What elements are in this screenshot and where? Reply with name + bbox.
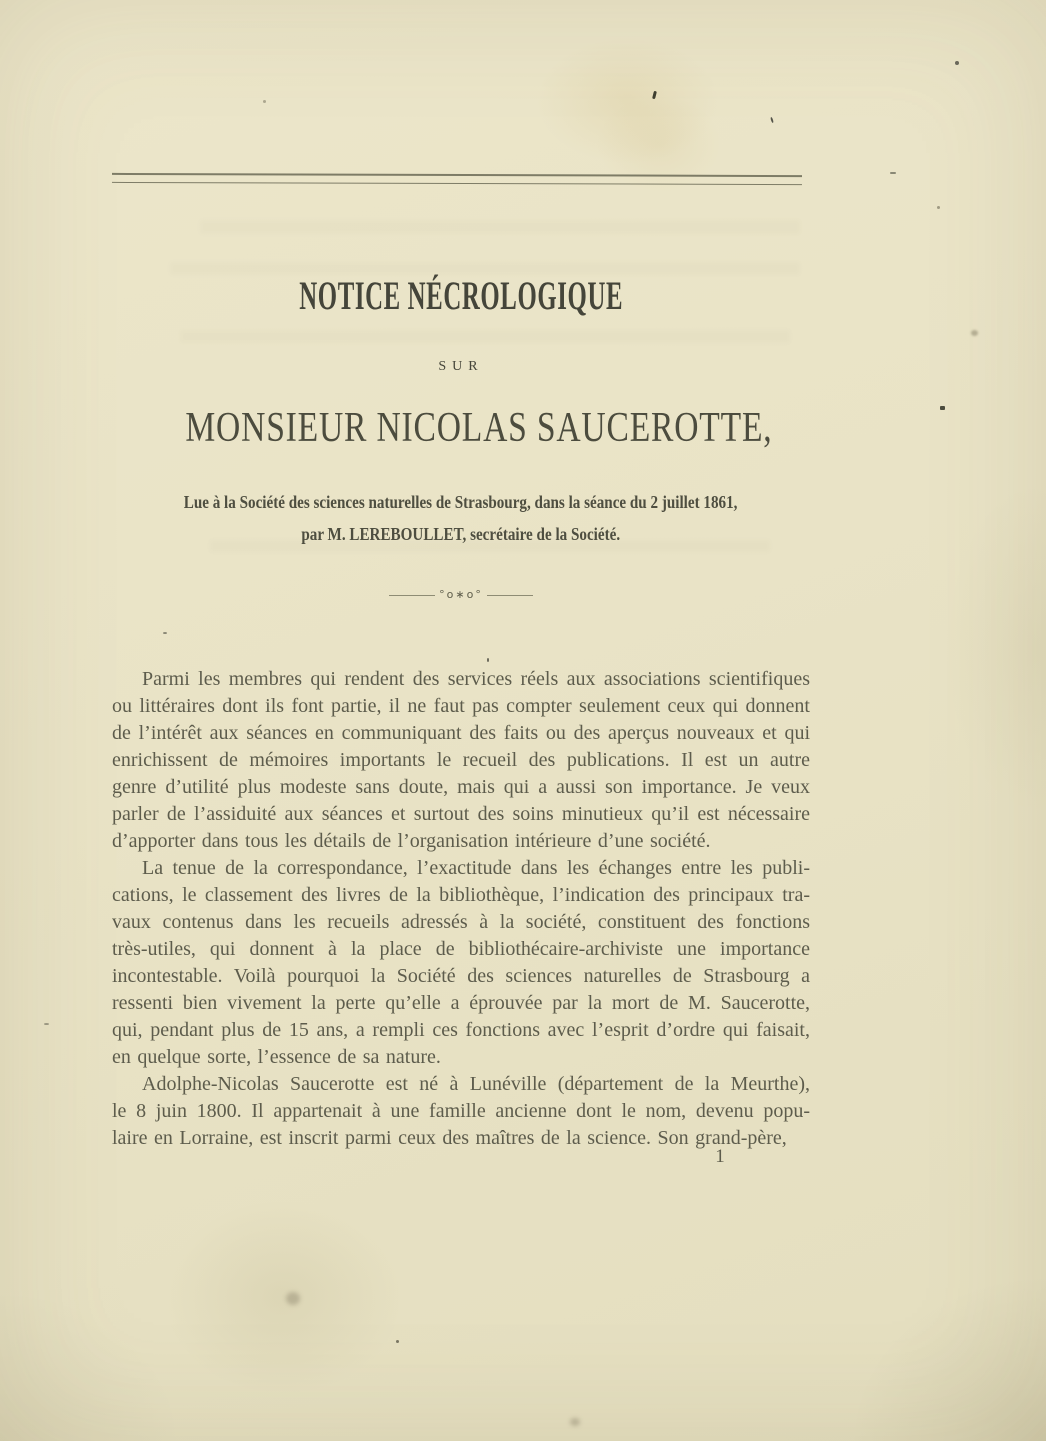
text-line: en quelque sorte, l’essence de sa nature. bbox=[112, 1046, 441, 1068]
showthrough-ghost bbox=[180, 330, 790, 343]
paper-speck bbox=[955, 61, 959, 65]
paper-speck bbox=[286, 1292, 300, 1305]
paper-speck bbox=[487, 658, 489, 662]
ornament-fleuron-icon: °o∗o° bbox=[439, 588, 483, 601]
paper-speck bbox=[937, 206, 940, 209]
text-line: ressenti bien vivement la perte qu’elle a éprouvée par la mort de M. Saucerotte, bbox=[112, 992, 810, 1014]
text-line: ou littéraires dont ils font partie, il ne faut pas compter seulement ceux qui donnent bbox=[112, 695, 810, 717]
paragraph bbox=[112, 855, 810, 1071]
sur-label: SUR bbox=[438, 359, 484, 374]
subtitle-line-2: par M. LEREBOULLET, secrétaire de la Société. bbox=[301, 524, 621, 544]
subtitle-line-1: Lue à la Société des sciences naturelles de Strasbourg, dans la séance du 2 juillet 1861, bbox=[184, 492, 738, 512]
paragraph bbox=[112, 666, 810, 855]
text-line: Adolphe-Nicolas Saucerotte est né à Lunéville (département de la Meurthe), bbox=[142, 1073, 810, 1095]
ornament-line-left bbox=[389, 595, 435, 596]
body-text bbox=[112, 666, 810, 1152]
top-double-rule bbox=[112, 173, 802, 185]
text-line: Parmi les membres qui rendent des services réels aux associations scientifiques bbox=[142, 668, 810, 690]
paper-speck bbox=[940, 406, 945, 410]
paper-speck bbox=[163, 632, 167, 634]
paper-speck bbox=[570, 1418, 580, 1426]
text-line: La tenue de la correspondance, l’exactitude dans les échanges entre les publi- bbox=[142, 857, 810, 879]
subtitle-block bbox=[112, 486, 810, 550]
paragraph bbox=[112, 1071, 810, 1152]
text-line: parler de l’assiduité aux séances et surtout des soins minutieux qu’il est nécessaire bbox=[112, 803, 810, 825]
text-line: le 8 juin 1800. Il appartenait à une famille ancienne dont le nom, devenu popu- bbox=[112, 1100, 810, 1122]
text-line: d’apporter dans tous les détails de l’organisation intérieure d’une société. bbox=[112, 830, 711, 852]
text-line: très-utiles, qui donnent à la place de bibliothécaire-archiviste une importance bbox=[112, 938, 810, 960]
text-line: enrichissent de mémoires importants le recueil des publications. Il est un autre bbox=[112, 749, 810, 771]
text-line: incontestable. Voilà pourquoi la Société des sciences naturelles de Strasbourg a bbox=[112, 965, 810, 987]
paper-speck bbox=[263, 100, 266, 103]
paper-speck bbox=[770, 117, 774, 123]
ornament-divider bbox=[112, 590, 810, 600]
text-line: genre d’utilité plus modeste sans doute, mais qui a aussi son importance. Je veux bbox=[112, 776, 810, 798]
page-title bbox=[112, 272, 810, 319]
text-line: cations, le classement des livres de la bibliothèque, l’indication des principaux tra- bbox=[112, 884, 810, 906]
paper-speck bbox=[890, 172, 896, 174]
subject-name bbox=[112, 404, 810, 452]
text-line: de l’intérêt aux séances en communiquant des faits ou des aperçus nouveaux et qui bbox=[112, 722, 810, 744]
showthrough-ghost bbox=[200, 220, 800, 234]
text-line: qui, pendant plus de 15 ans, a rempli ces fonctions avec l’esprit d’ordre qui faisait, bbox=[112, 1019, 810, 1041]
subject-name-text: MONSIEUR NICOLAS SAUCEROTTE, bbox=[185, 405, 773, 451]
text-line: laire en Lorraine, est inscrit parmi ceux des maîtres de la science. Son grand-père, bbox=[112, 1127, 787, 1149]
paper-speck bbox=[652, 91, 657, 99]
ornament-line-right bbox=[487, 595, 533, 596]
paper-speck bbox=[44, 1023, 49, 1025]
signature-mark: 1 bbox=[715, 1146, 725, 1167]
paper-speck bbox=[971, 330, 978, 336]
paper-speck bbox=[396, 1340, 399, 1343]
text-line: vaux contenus dans les recueils adressés à la société, constituent des fonctions bbox=[112, 911, 810, 933]
page-title-text: NOTICE NÉCROLOGIQUE bbox=[299, 273, 623, 318]
